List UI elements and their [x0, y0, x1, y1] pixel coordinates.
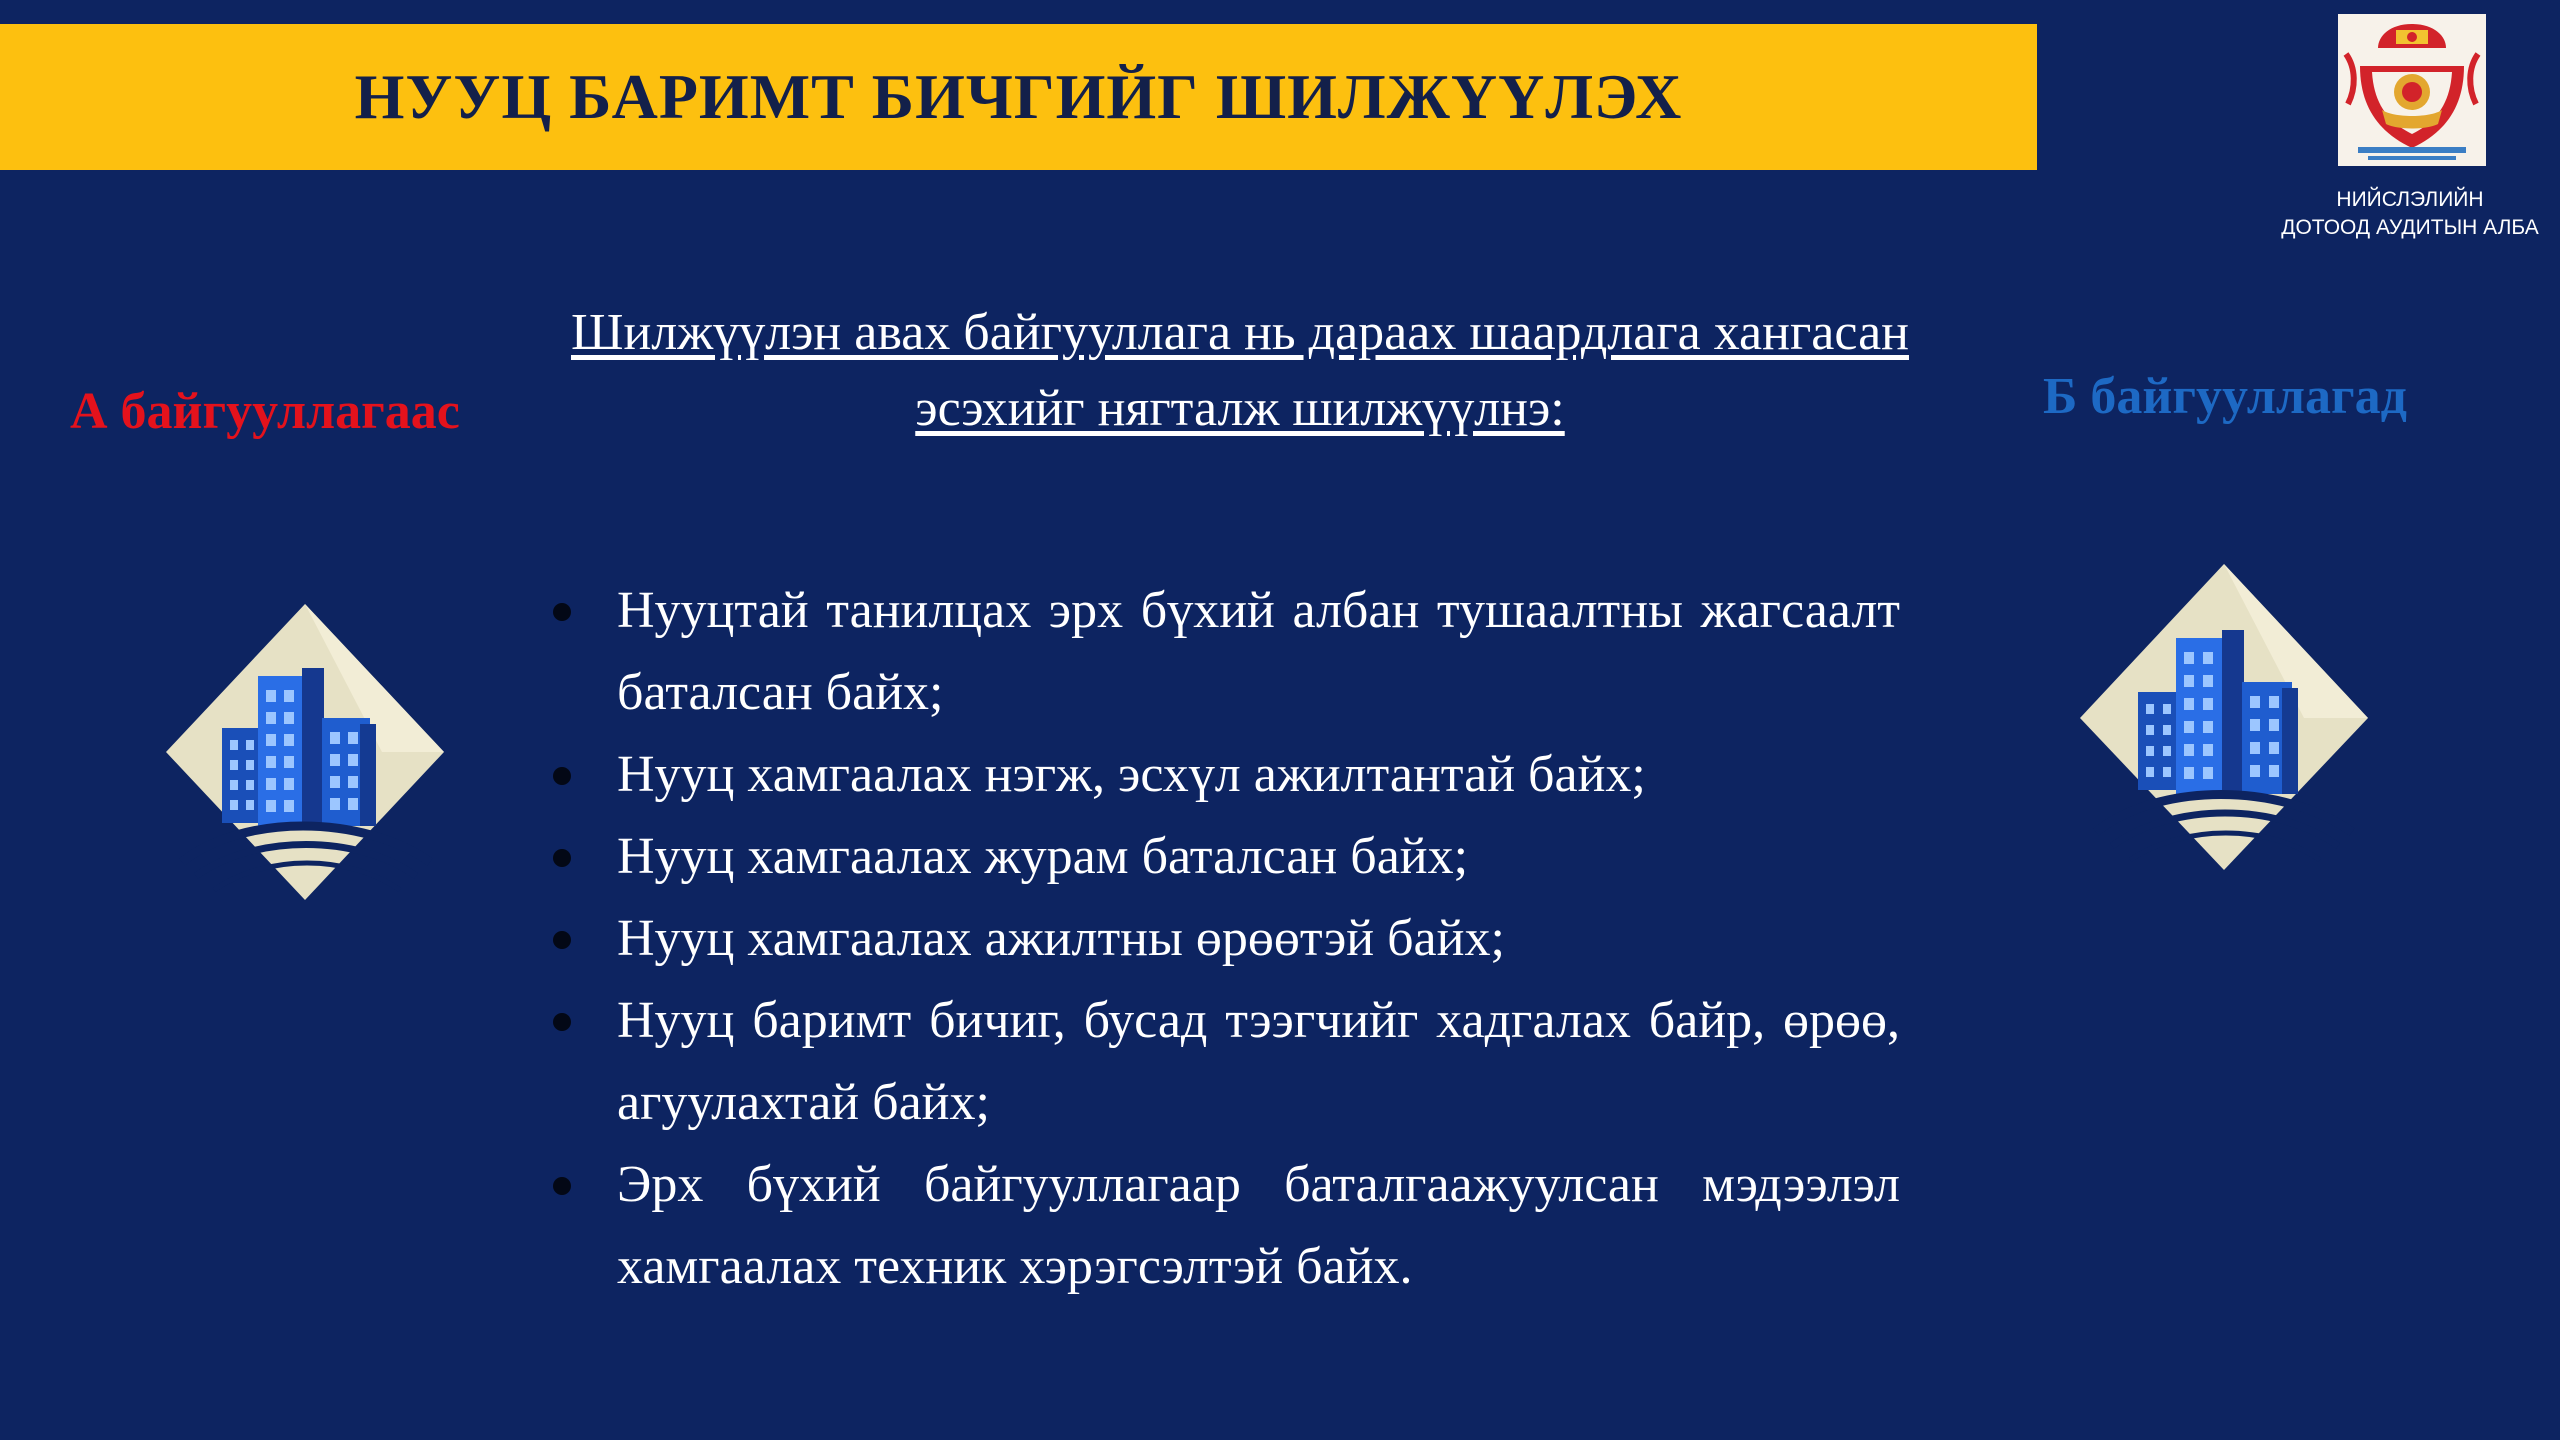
organization-name: [2240, 186, 2560, 242]
coat-of-arms-icon: [2338, 14, 2486, 166]
list-item: [545, 1144, 1900, 1308]
list-item: [545, 980, 1900, 1144]
list-item: [545, 898, 1900, 980]
requirements-list: [545, 570, 1900, 1308]
requirement-text: Нууц хамгаалах нэгж, эсхүл ажилтантай байх;: [617, 746, 1646, 803]
bullet-icon: [553, 603, 571, 621]
requirement-text: Нууцтай танилцах эрх бүхий албан тушаалтны жагсаалт баталсан байх;: [617, 582, 1900, 721]
slide-title: НУУЦ БАРИМТ БИЧГИЙГ ШИЛЖҮҮЛЭХ: [354, 61, 1683, 132]
requirement-text: Нууц хамгаалах журам баталсан байх;: [617, 828, 1469, 885]
title-bar: [0, 24, 2037, 170]
requirement-text: Нууц баримт бичиг, бусад тээгчийг хадгалах байр, өрөө, агуулахтай байх;: [617, 992, 1900, 1131]
bullet-icon: [553, 767, 571, 785]
bullet-icon: [553, 849, 571, 867]
requirements-heading: Шилжүүлэн авах байгууллага нь дараах шаардлага хангасан эсэхийг нягталж шилжүүлнэ:: [571, 304, 1909, 437]
organization-name-line1: НИЙСЛЭЛИЙН: [2336, 188, 2484, 211]
bullet-icon: [553, 1013, 571, 1031]
source-organization-label: А байгууллагаас: [70, 383, 460, 440]
requirement-text: Нууц хамгаалах ажилтны өрөөтэй байх;: [617, 910, 1505, 967]
requirement-text: Эрх бүхий байгууллагаар баталгаажуулсан мэдээлэл хамгаалах техник хэрэгсэлтэй байх.: [617, 1156, 1900, 1295]
bullet-icon: [553, 1177, 571, 1195]
bullet-icon: [553, 931, 571, 949]
list-item: [545, 734, 1900, 816]
organization-name-line2: ДОТООД АУДИТЫН АЛБА: [2281, 216, 2539, 239]
building-icon-target: [2076, 560, 2372, 870]
target-organization-label: Б байгууллагад: [2043, 368, 2407, 425]
list-item: [545, 816, 1900, 898]
list-item: [545, 570, 1900, 734]
building-icon-source: [162, 600, 448, 900]
